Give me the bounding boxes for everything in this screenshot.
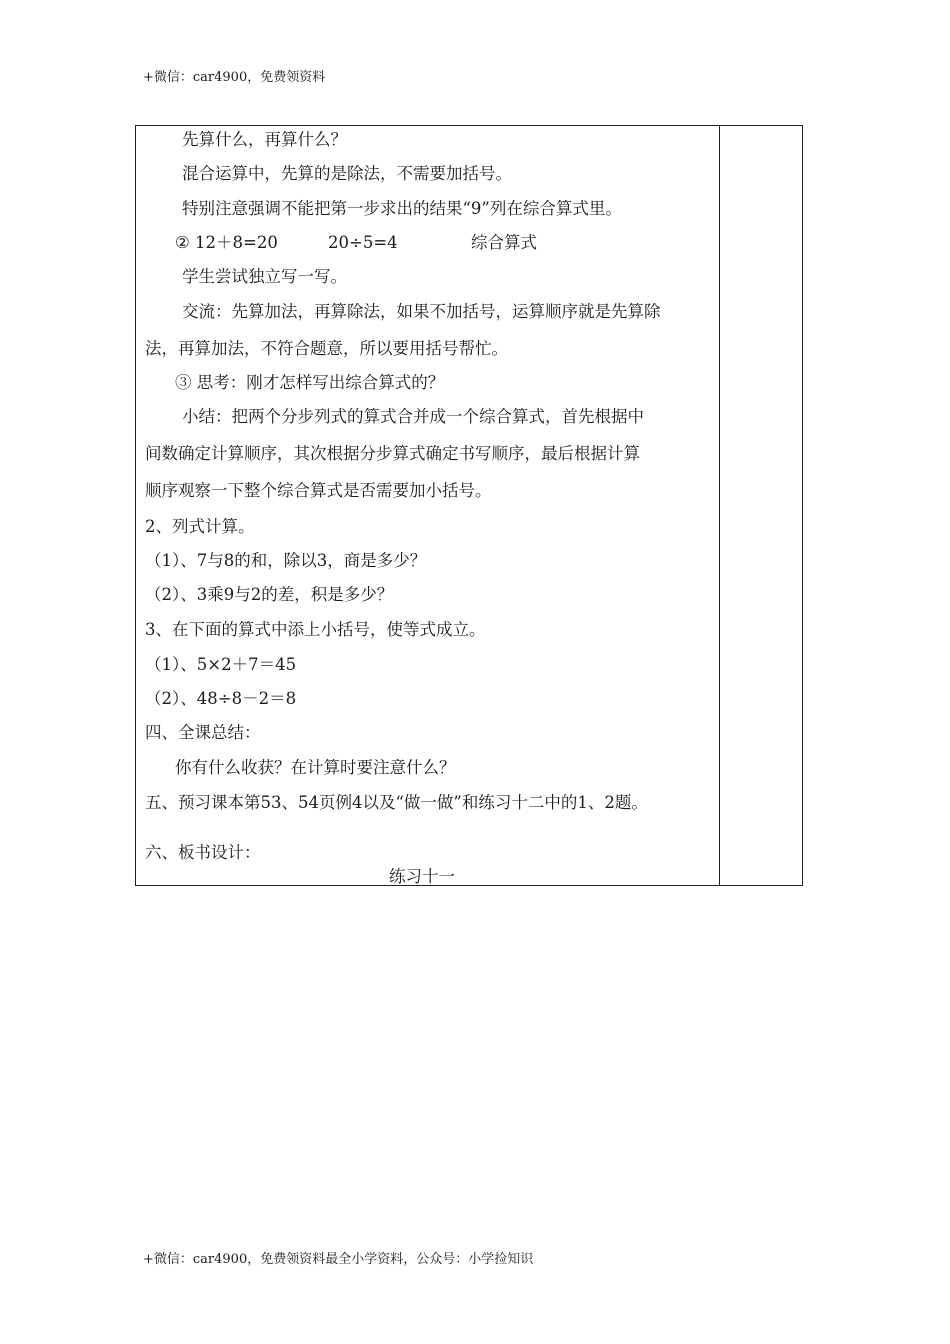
text-line: 五、预习课本第53、54页例4以及“做一做”和练习十二中的1、2题。 [145,793,648,812]
text-line: （2）、48÷8－2＝8 [145,689,297,708]
text-line: 3、在下面的算式中添上小括号，使等式成立。 [145,620,486,639]
lesson-plan-table [135,125,803,886]
text-line: （1）、5×2＋7＝45 [145,655,297,674]
text-line: 四、全课总结： [145,723,261,742]
formula-step-1: ② 12＋8=20 [175,233,278,252]
text-line: （1）、7与8的和，除以3，商是多少？ [145,551,427,570]
text-line: 小结：把两个分步列式的算式合并成一个综合算式，首先根据中 [182,407,644,426]
text-line: 你有什么收获？在计算时要注意什么？ [175,758,456,777]
text-line: 学生尝试独立写一写。 [182,267,347,286]
text-line: （2）、3乘9与2的差，积是多少？ [145,585,394,604]
text-line: 间数确定计算顺序，其次根据分步算式确定书写顺序，最后根据计算 [145,444,640,463]
text-line: 交流：先算加法，再算除法，如果不加括号，运算顺序就是先算除 [182,302,661,321]
text-line: 先算什么，再算什么？ [182,130,347,149]
page-footer-note: +微信：car4900，免费领资料最全小学资料，公众号：小学捡知识 [143,1252,534,1267]
text-line: 法，再算加法，不符合题意，所以要用括号帮忙。 [145,339,508,358]
table-column-divider [719,126,720,885]
page-header-note: +微信：car4900，免费领资料 [143,70,326,85]
text-line: 顺序观察一下整个综合算式是否需要加小括号。 [145,481,492,500]
text-line: 混合运算中，先算的是除法，不需要加括号。 [182,164,512,183]
text-line: ③ 思考：刚才怎样写出综合算式的？ [175,373,445,392]
text-line: 特别注意强调不能把第一步求出的结果“9”列在综合算式里。 [182,199,622,218]
text-line: 六、板书设计： [145,843,261,862]
formula-step-2: 20÷5=4 [328,233,398,252]
text-line: 2、列式计算。 [145,517,255,536]
formula-combined-label: 综合算式 [471,233,537,252]
board-title: 练习十一 [389,867,455,886]
